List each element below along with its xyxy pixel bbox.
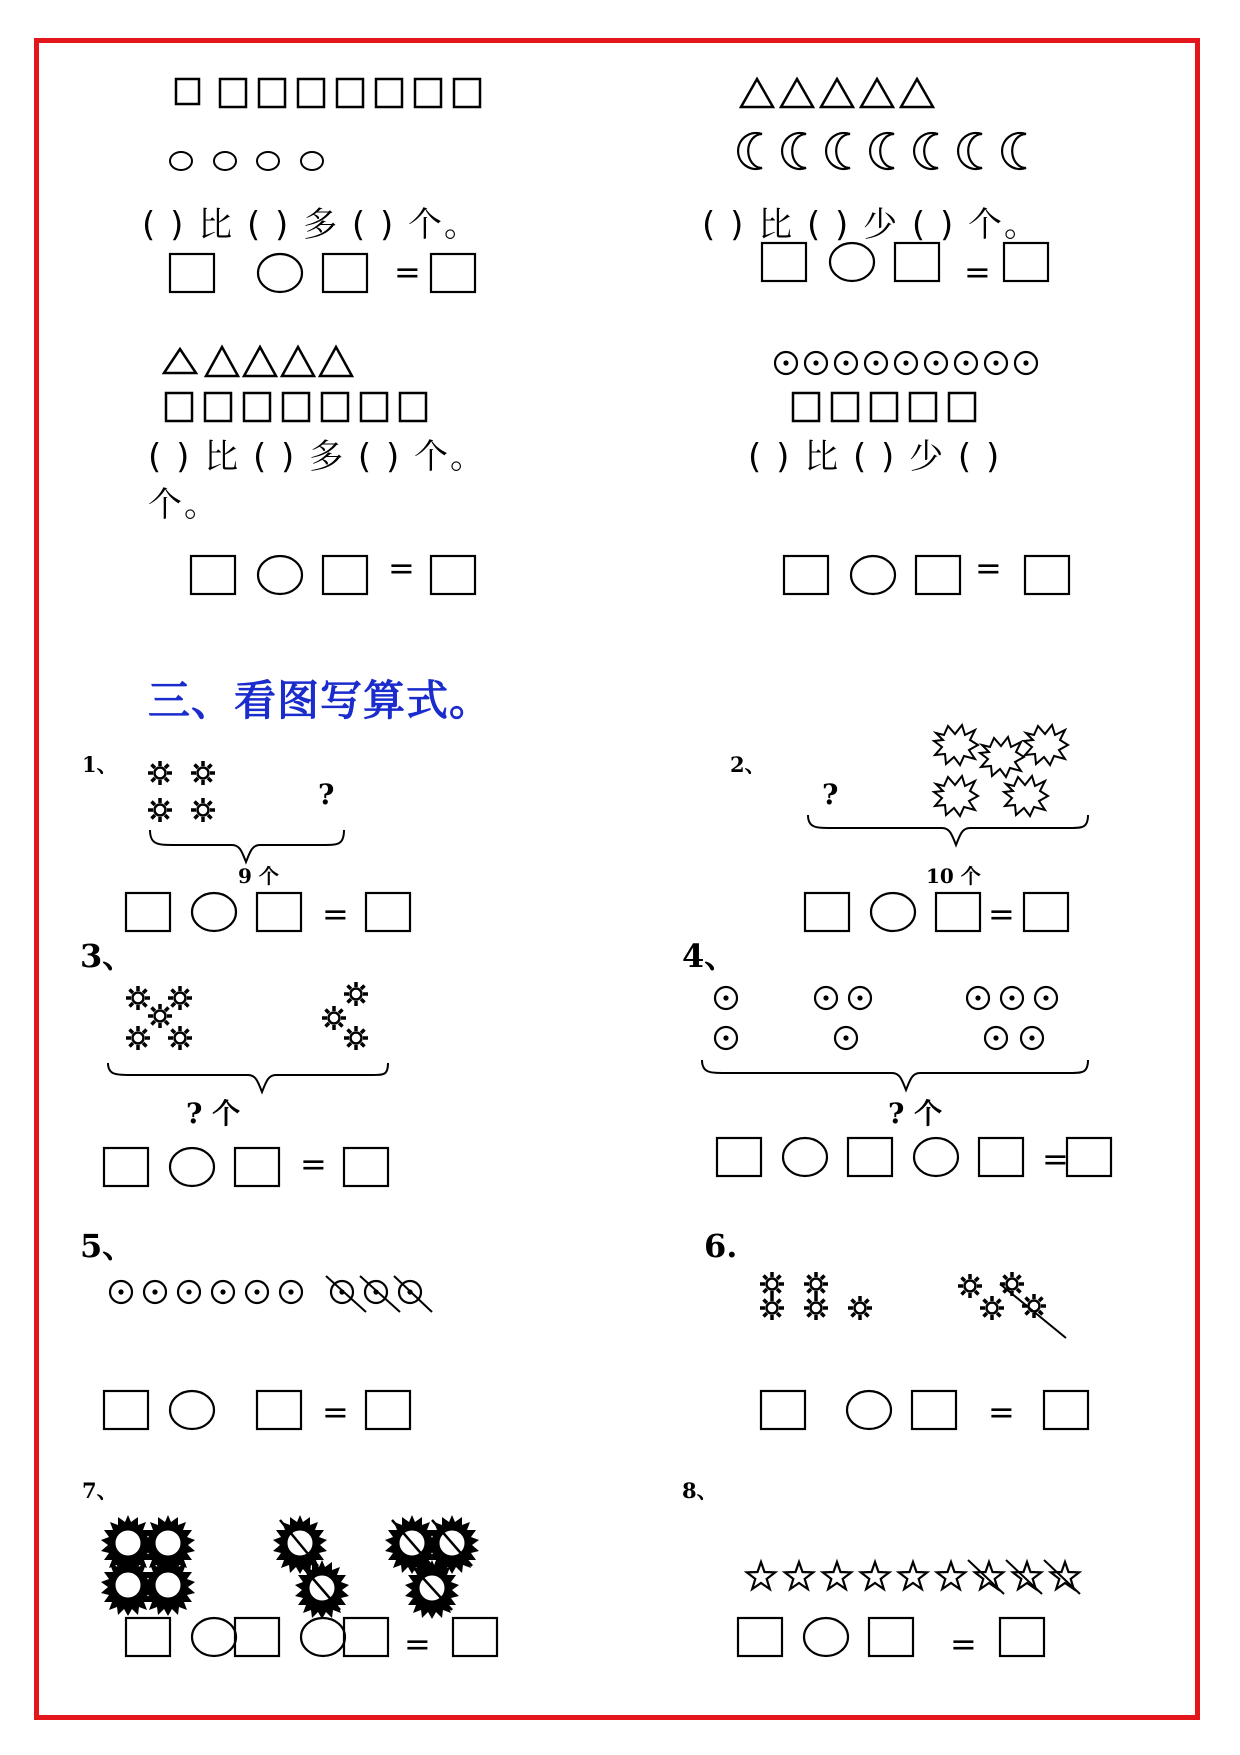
triangle-outline-icon	[741, 79, 933, 107]
problem-label-3: 3、	[80, 937, 135, 975]
sun-icon	[126, 982, 368, 1050]
square-outline-icon	[793, 393, 975, 421]
fill-sentence-2: ( ) 比 ( ) 少 ( ) 个。	[702, 205, 1041, 245]
shapes-problem-2	[738, 79, 1026, 169]
equals-sign: =	[300, 1145, 327, 1183]
equation-p8	[738, 1618, 1044, 1656]
square-outline-icon	[176, 79, 480, 107]
problem-label-5: 5、	[80, 1227, 135, 1265]
fill-sentence-4: ( ) 比 ( ) 少 ( )	[748, 437, 1002, 477]
square-outline-icon	[166, 393, 426, 421]
problem-2-art	[808, 725, 1088, 845]
brace	[150, 830, 344, 862]
fill-sentence-1: ( ) 比 ( ) 多 ( ) 个。	[142, 205, 481, 245]
total-label-p4: ? 个	[888, 1097, 943, 1130]
equation-row-1	[170, 254, 475, 292]
star-outline-icon	[747, 1562, 1079, 1589]
problem-8-art	[747, 1560, 1080, 1594]
equation-row-4	[784, 556, 1069, 594]
dotted-circle-icon	[110, 1281, 421, 1303]
equals-sign: =	[404, 1625, 431, 1663]
shapes-problem-1	[170, 79, 480, 170]
equals-sign: =	[1042, 1140, 1069, 1178]
problem-label-6: 6.	[704, 1227, 738, 1265]
equation-row-2	[762, 243, 1048, 281]
problem-7-art	[101, 1515, 479, 1619]
problem-1-art	[148, 761, 344, 862]
equation-p6	[761, 1391, 1088, 1429]
fill-sentence-3: ( ) 比 ( ) 多 ( ) 个。	[148, 437, 487, 477]
strike-line	[1000, 1284, 1066, 1338]
section-heading: 三、看图写算式。	[148, 676, 493, 725]
equals-sign: =	[964, 253, 991, 291]
equals-sign: =	[988, 895, 1015, 933]
total-label-p3: ? 个	[186, 1097, 241, 1130]
question-mark: ?	[822, 778, 839, 811]
equals-sign: =	[388, 549, 415, 587]
shapes-problem-3	[164, 347, 426, 421]
equation-p7	[126, 1618, 497, 1656]
crescent-moon-icon	[738, 133, 1026, 169]
total-label-p1: 9 个	[238, 864, 279, 888]
circle-outline-icon	[170, 152, 323, 170]
shapes-problem-4	[775, 352, 1037, 421]
equals-sign: =	[988, 1393, 1015, 1431]
brace	[808, 815, 1088, 845]
dotted-circle-icon	[775, 352, 1037, 374]
equation-p2	[805, 893, 1068, 931]
question-mark: ?	[318, 778, 335, 811]
problem-label-1: 1、	[82, 752, 118, 777]
equals-sign: =	[975, 549, 1002, 587]
brace	[108, 1063, 388, 1092]
fill-sentence-3-wrap: 个。	[148, 485, 220, 525]
equals-sign: =	[950, 1625, 977, 1663]
burst-icon	[934, 725, 1068, 816]
dotted-circle-icon	[715, 987, 1057, 1049]
problem-5-art	[110, 1276, 432, 1312]
problem-3-art	[108, 982, 388, 1092]
problem-label-8: 8、	[682, 1478, 718, 1503]
problem-6-art	[760, 1272, 1066, 1338]
equation-p1	[126, 893, 410, 931]
problem-label-4: 4、	[682, 937, 737, 975]
equation-p3	[104, 1145, 388, 1186]
problem-4-art	[702, 987, 1088, 1090]
sun-icon	[760, 1272, 1046, 1320]
sun-icon	[148, 761, 215, 822]
problem-label-7: 7、	[82, 1478, 118, 1503]
problem-label-2: 2、	[730, 752, 766, 777]
equals-sign: =	[322, 895, 349, 933]
equals-sign: =	[394, 253, 421, 291]
brace	[702, 1060, 1088, 1090]
total-label-p2: 10 个	[926, 864, 981, 888]
equation-row-3	[191, 556, 475, 594]
equals-sign: =	[322, 1393, 349, 1431]
triangle-outline-icon	[164, 347, 352, 376]
equation-p5	[104, 1391, 410, 1429]
